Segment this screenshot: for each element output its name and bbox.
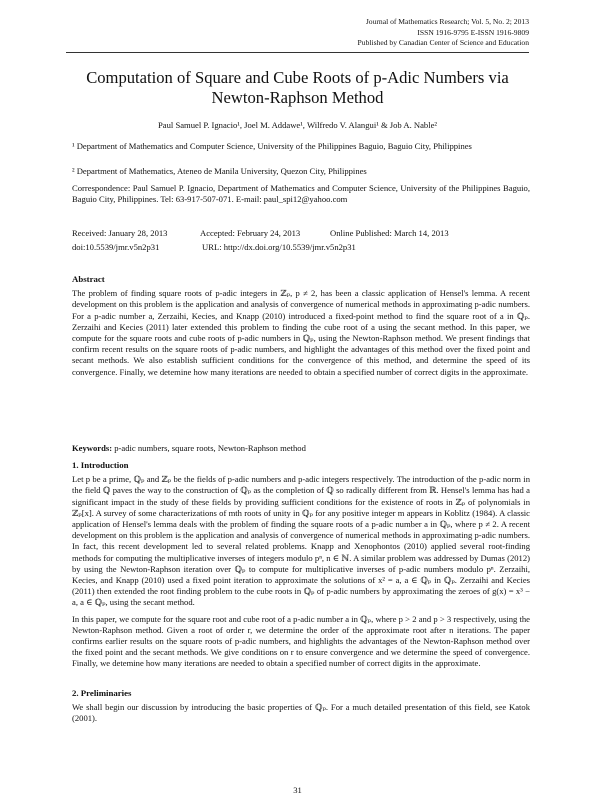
doi-link[interactable]: URL: http://dx.doi.org/10.5539/jmr.v5n2p31 bbox=[202, 242, 356, 252]
keywords bbox=[72, 443, 530, 454]
published-date: Online Published: March 14, 2013 bbox=[330, 228, 449, 238]
page-number: 31 bbox=[293, 785, 302, 795]
dates-row bbox=[72, 228, 530, 239]
correspondence: Correspondence: Paul Samuel P. Ignacio, Department of Mathematics and Computer Science, University of the Philippines Baguio, Baguio City, Philippines. Tel: 63-917-507-071. E-mail: paul_spi12@yahoo.com bbox=[72, 183, 530, 205]
header-rule bbox=[66, 52, 529, 53]
keywords-text: p-adic numbers, square roots, Newton-Raphson method bbox=[112, 443, 306, 453]
abstract bbox=[72, 274, 530, 378]
section-heading: 2. Preliminaries bbox=[72, 688, 132, 698]
affiliation-2: ² Department of Mathematics, Ateneo de Manila University, Quezon City, Philippines bbox=[72, 166, 367, 176]
accepted-date: Accepted: February 24, 2013 bbox=[200, 228, 301, 238]
section-preliminaries bbox=[72, 688, 530, 725]
abstract-heading: Abstract bbox=[72, 274, 105, 284]
received-date: Received: January 28, 2013 bbox=[72, 228, 168, 238]
author-list: Paul Samuel P. Ignacio¹, Joel M. Addawe¹, Wilfredo V. Alangui¹ & Job A. Nable² bbox=[158, 120, 437, 130]
section-introduction bbox=[72, 460, 530, 670]
keywords-label: Keywords: bbox=[72, 443, 113, 453]
journal-line: Journal of Mathematics Research; Vol. 5, No. 2; 2013 bbox=[365, 17, 529, 26]
paragraph: In this paper, we compute for the square root and cube root of a p-adic number a in ℚₚ, where p > 2 and p > 3 respectively, using the Newton-Raphson method. Given a root of order r, we determine the order of the approximate root after n iterations. The paper confirms earlier results on the square roots of p-adic numbers, and highlights the advantages of the Newton-Raphson method over the fixed point and the secant methods. We give conditions on r to ensure convergence and we determine the speed of convergence. Finally, we detemine how many iterations are needed to obtain a specified number of correct digits in the approximate. bbox=[72, 613, 530, 669]
affiliation-1: ¹ Department of Mathematics and Computer Science, University of the Philippines Baguio, Baguio City, Philippines bbox=[72, 141, 472, 151]
publisher-line: Published by Canadian Center of Science and Education bbox=[357, 38, 529, 48]
running-header bbox=[358, 17, 529, 49]
paper-title: Computation of Square and Cube Roots of p-Adic Numbers via Newton-Raphson Method bbox=[86, 68, 509, 107]
doi-text: doi:10.5539/jmr.v5n2p31 bbox=[72, 242, 160, 252]
paragraph: We shall begin our discussion by introducing the basic properties of ℚₚ. For a much detailed presentation of this field, see Katok (2001). bbox=[72, 702, 530, 724]
section-heading: 1. Introduction bbox=[72, 460, 129, 470]
abstract-body: The problem of finding square roots of p-adic integers in ℤₚ, p ≠ 2, has been a classic application of Hensel's lemma. A recent development on this problem is the application and analysis of convergence of numerical methods in approximating p-adic numbers. For a p-adic number a, Zerzaihi, Kecies, and Knapp (2010) introduced a fixed-point method to find the square root of a in ℚₚ. Zerzaihi and Kecies (2011) later extended this problem to finding the cube root of a using the secant method. In this paper, we compute for the square roots and cube roots of p-adic numbers in ℚₚ, using the Newton-Raphson method. We present findings that confirm recent results on the square roots of p-adic numbers, and highlight the advantages of this method over the fixed point and secant methods. We also establish sufficient conditions for the convergence of this method, and determine the speed of its convergence. Finally, we detemine how many iterations are needed to obtain a specified number of correct digits in the approximate. bbox=[72, 288, 530, 377]
issn-line: ISSN 1916-9795 E-ISSN 1916-9809 bbox=[417, 27, 529, 37]
doi-row bbox=[72, 242, 530, 253]
paragraph: Let p be a prime, ℚₚ and ℤₚ be the fields of p-adic numbers and p-adic integers respectively. The introduction of the p-adic norm in the field ℚ paves the way to the construction of ℚₚ as the completion of ℚ so radically different from ℝ. Hensel's lemma has had a significant impact in the study of these fields by providing sufficient conditions for the existence of roots in ℤₚ of polynomials in ℤₚ[x]. A survey of some characterizations of mth roots of unity in ℚₚ for any positive integer m appears in Koblitz (1984). A classic application of Hensel's lemma deals with the problem of finding the square roots of a p-adic number a in ℚₚ, where p ≠ 2. A recent development on this problem is the application and analysis of convergence of numerical methods in approximating p-adic numbers. In fact, this recent development led to several related problems. Knapp and Xenophontos (2010) applied several root-finding methods for computing the multiplicative inverses of integers modulo pⁿ, n ∈ ℕ. A similar problem was addressed by Dumas (2012) by using the Newton-Raphson iteration over ℚₚ to compute for multiplicative inverses of p-adic numbers modulo pⁿ. Zerzaihi, Kecies, and Knapp (2010) used a fixed point iteration to approximate the solutions of x² = a, a ∈ ℚₚ in ℚₚ. Zerzaihi and Kecies (2011) then extended the root finding problem to the cube roots in ℚₚ of p-adic numbers by approximating the zeroes of g(x) = x³ − a, a ∈ ℚₚ, using the secant method. bbox=[72, 474, 530, 608]
